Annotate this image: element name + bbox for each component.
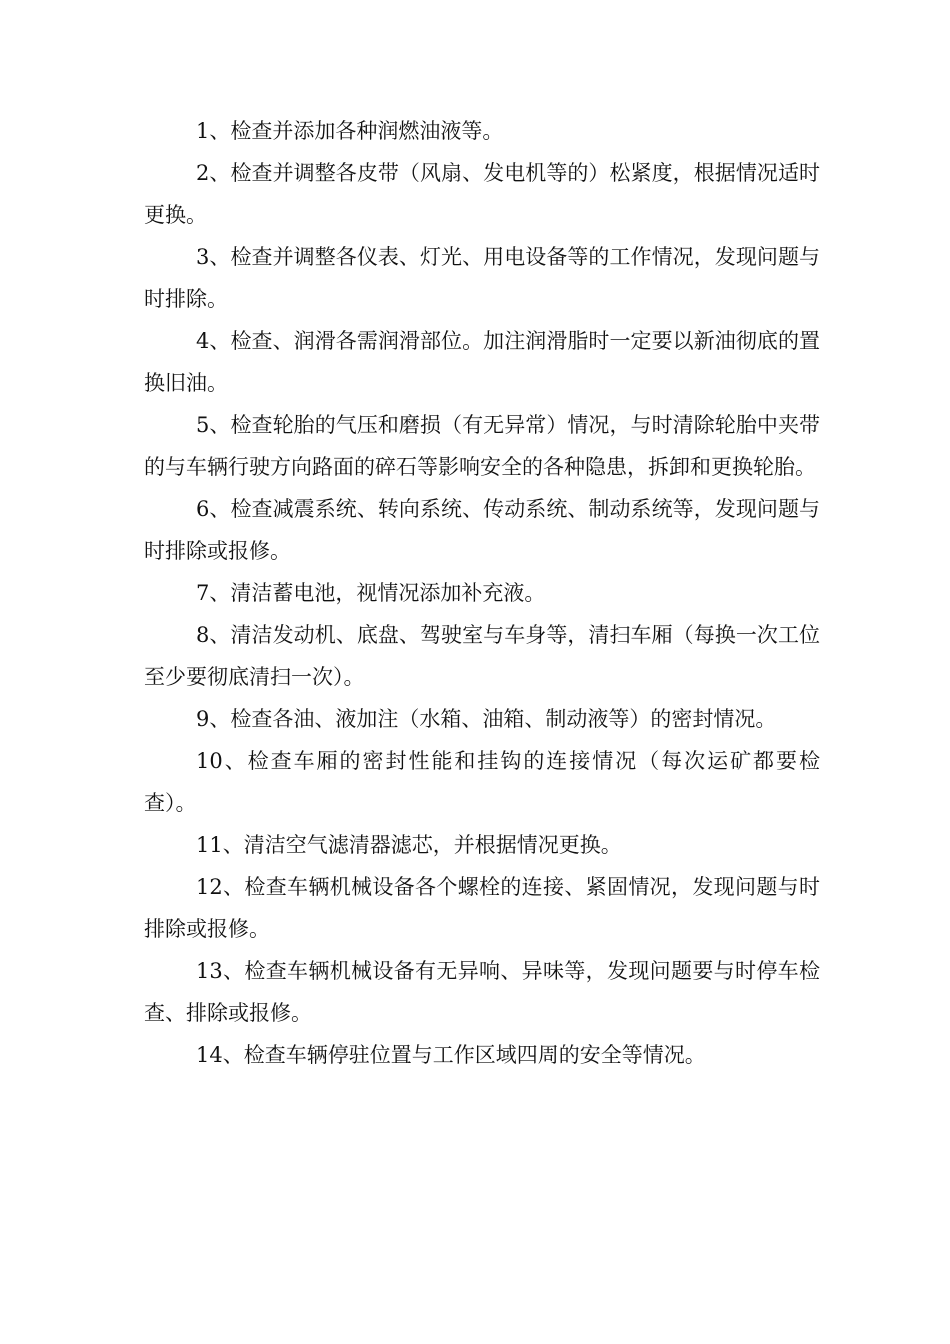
list-item-14: 14、检查车辆停驻位置与工作区域四周的安全等情况。	[196, 1043, 706, 1067]
list-item-4: 4、检查、润滑各需润滑部位。加注润滑脂时一定要以新油彻底的置换旧油。	[144, 329, 820, 395]
list-item-7: 7、清洁蓄电池，视情况添加补充液。	[196, 581, 546, 605]
list-item-12: 12、检查车辆机械设备各个螺栓的连接、紧固情况，发现问题与时排除或报修。	[144, 875, 820, 941]
list-item-6: 6、检查减震系统、转向系统、传动系统、制动系统等，发现问题与时排除或报修。	[144, 497, 820, 563]
list-item-2: 2、检查并调整各皮带（风扇、发电机等的）松紧度，根据情况适时更换。	[144, 161, 820, 227]
list-item-9: 9、检查各油、液加注（水箱、油箱、制动液等）的密封情况。	[196, 707, 777, 731]
list-item-10: 10、检查车厢的密封性能和挂钩的连接情况（每次运矿都要检查）。	[144, 749, 820, 815]
list-item-8: 8、清洁发动机、底盘、驾驶室与车身等，清扫车厢（每换一次工位至少要彻底清扫一次）。	[144, 623, 820, 689]
list-item-5: 5、检查轮胎的气压和磨损（有无异常）情况，与时清除轮胎中夹带的与车辆行驶方向路面的碎石等影响安全的各种隐患，拆卸和更换轮胎。	[144, 413, 820, 479]
document-body	[144, 110, 820, 1076]
list-item-3: 3、检查并调整各仪表、灯光、用电设备等的工作情况，发现问题与时排除。	[144, 245, 820, 311]
list-item-1: 1、检查并添加各种润燃油液等。	[196, 119, 504, 143]
list-item-13: 13、检查车辆机械设备有无异响、异味等，发现问题要与时停车检查、排除或报修。	[144, 959, 820, 1025]
list-item-11: 11、清洁空气滤清器滤芯，并根据情况更换。	[196, 833, 622, 857]
